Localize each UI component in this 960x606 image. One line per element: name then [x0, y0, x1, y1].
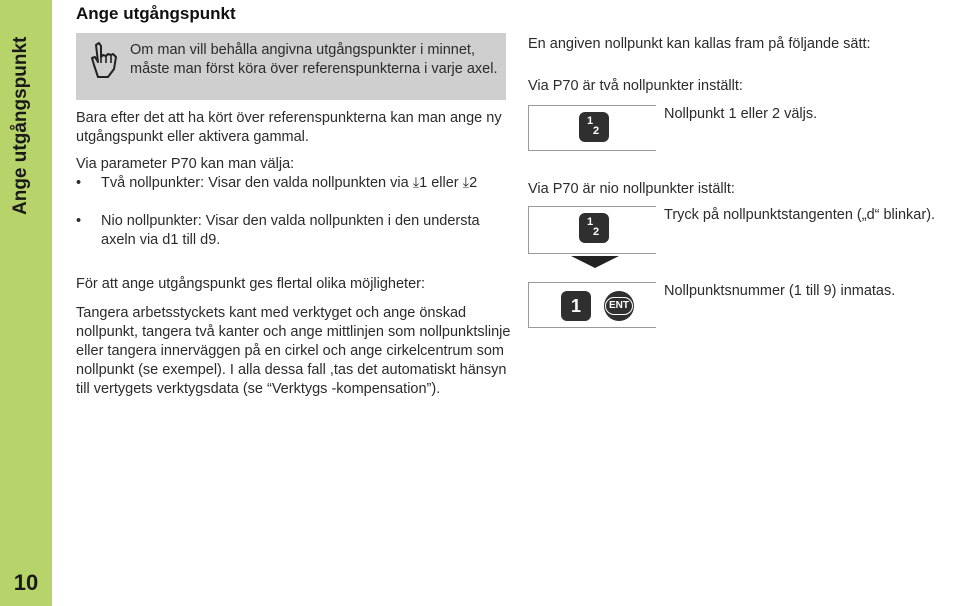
- ent-key: ENT: [604, 291, 634, 321]
- chapter-title: Ange utgångspunkt: [10, 36, 31, 215]
- down-arrow-icon: [571, 256, 619, 268]
- note-text: Om man vill behålla angivna utgångspunkter i minnet, måste man först köra över referenspunkterna i varje axel.: [130, 42, 498, 77]
- zero-key-1: ⤓1: [412, 175, 428, 191]
- step-description: Nollpunktsnummer (1 till 9) inmatas.: [664, 283, 896, 299]
- page-number: 10: [13, 570, 39, 595]
- step-description: Tryck på nollpunktstangenten („d“ blinkar).: [664, 207, 936, 223]
- key-box: [528, 282, 656, 328]
- key-box: [528, 105, 656, 151]
- paragraph-two-zeros: Via P70 är två nollpunkter inställt:: [528, 78, 743, 94]
- bullet-dot: •: [76, 175, 82, 191]
- key-box: [528, 206, 656, 254]
- chapter-tab: [0, 0, 52, 606]
- pointing-hand-icon: [90, 41, 118, 81]
- number-key-1: 1: [561, 291, 591, 321]
- paragraph-options: För att ange utgångspunkt ges flertal olika möjligheter:: [76, 276, 426, 292]
- zero-key-2: ⤓2: [462, 175, 478, 191]
- step-enter-number: [528, 282, 948, 328]
- bullet-text: Två nollpunkter: Visar den valda nollpunkten via ⤓1 eller ⤓2: [101, 175, 478, 191]
- bullet-text: Nio nollpunkter: Visar den valda nollpunkten i den understa axeln via d1 till d9.: [101, 213, 480, 248]
- paragraph-method: Tangera arbetsstyckets kant med verktyget och ange önskad nollpunkt, tangera två kanter och ange mittlinjen som nollpunktslinje eller tangera innerväggen på en cirkel och ange cirkelcentrum som nollpunkt (se exempel). I alla dessa fall ,tas det automatiskt hänsyn till vertygets verktygsdata (se “Verktygs -kompensation”).: [76, 305, 511, 397]
- zero-switch-key: 1 2: [579, 112, 609, 142]
- step-select-zero: [528, 105, 948, 151]
- step-press-zero-key: [528, 206, 948, 254]
- section-heading: Ange utgångspunkt: [76, 4, 236, 23]
- note-box: [76, 33, 506, 100]
- zero-switch-key: 1 2: [579, 213, 609, 243]
- bullet-dot: •: [76, 213, 82, 229]
- paragraph-nine-zeros: Via P70 är nio nollpunkter iställt:: [528, 181, 735, 197]
- paragraph-reference: Bara efter det att ha kört över referenspunkterna kan man ange ny utgångspunkt eller aktivera gammal.: [76, 110, 502, 145]
- step-description: Nollpunkt 1 eller 2 väljs.: [664, 106, 818, 122]
- paragraph-recall: En angiven nollpunkt kan kallas fram på följande sätt:: [528, 36, 871, 52]
- paragraph-parameter: Via parameter P70 kan man välja:: [76, 156, 295, 172]
